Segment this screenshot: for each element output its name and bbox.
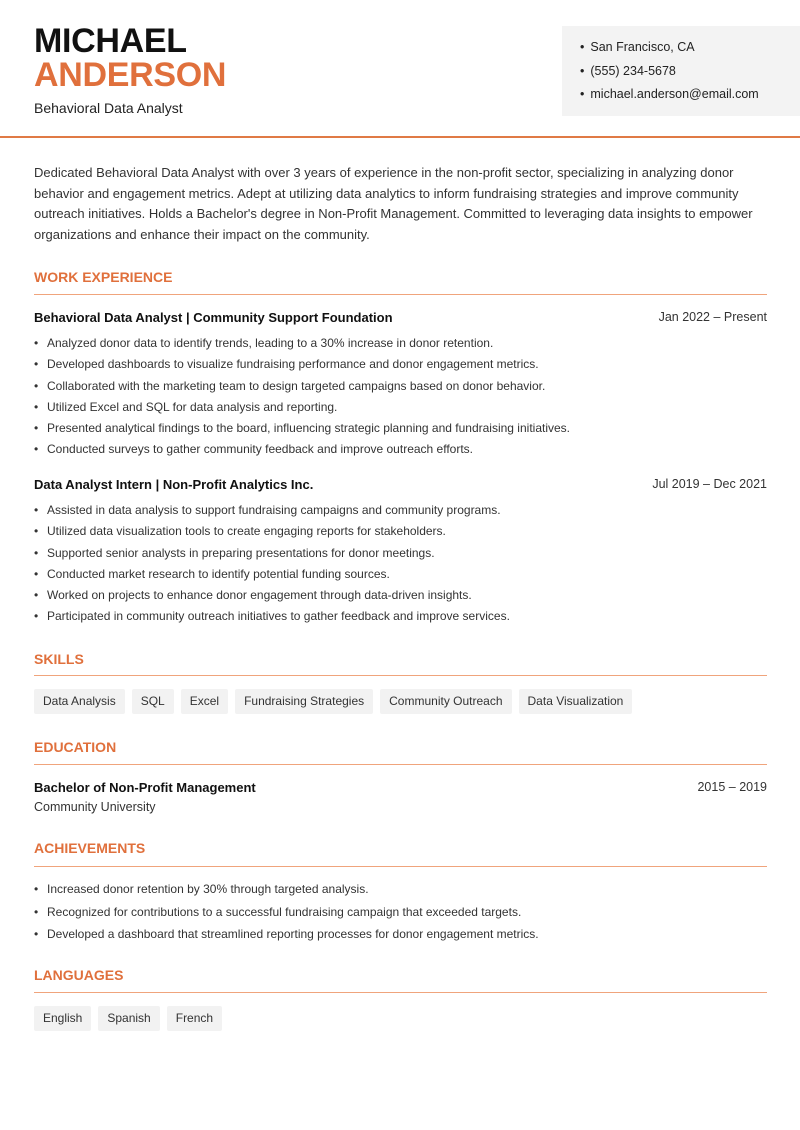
list-item: • Increased donor retention by 30% through targeted analysis. (34, 882, 539, 905)
job-bullets (34, 336, 570, 464)
skills-list (34, 689, 632, 714)
skill-chip: Data Visualization (519, 689, 633, 714)
skill-chip: Excel (181, 689, 228, 714)
list-item: • Conducted surveys to gather community feedback and improve outreach efforts. (34, 442, 570, 463)
section-title-achievements: ACHIEVEMENTS (34, 840, 146, 856)
last-name: ANDERSON (34, 56, 227, 94)
list-item: • Participated in community outreach initiatives to gather feedback and improve services. (34, 609, 510, 630)
list-item: • Supported senior analysts in preparing presentations for donor meetings. (34, 546, 510, 567)
profile-summary: Dedicated Behavioral Data Analyst with over 3 years of experience in the non-profit sector, specializing in analyzing donor behavior and engagement metrics. Adept at utilizing data analytics to inform fundraising strategies and improve community outreach initiatives. Holds a Bachelor's degree in Non-Profit Management. Committed to leveraging data insights to empower organizations and enhance their impact on the community. (34, 165, 753, 243)
contact-location: • San Francisco, CA (580, 40, 759, 64)
section-divider (34, 294, 767, 295)
skill-chip: Community Outreach (380, 689, 511, 714)
contact-box (562, 26, 800, 116)
list-item: • Utilized data visualization tools to create engaging reports for stakeholders. (34, 524, 510, 545)
section-title-languages: LANGUAGES (34, 967, 124, 983)
school-name: Community University (34, 800, 156, 814)
list-item: • Presented analytical findings to the board, influencing strategic planning and fundraising initiatives. (34, 421, 570, 442)
section-title-work: WORK EXPERIENCE (34, 269, 173, 285)
job-title: Behavioral Data Analyst | Community Support Foundation (34, 310, 393, 325)
job-date: Jan 2022 – Present (658, 310, 767, 324)
section-title-skills: SKILLS (34, 651, 84, 667)
section-title-education: EDUCATION (34, 739, 117, 755)
candidate-name (34, 24, 226, 92)
contact-phone: • (555) 234-5678 (580, 64, 759, 88)
language-chip: English (34, 1006, 91, 1031)
list-item: • Developed a dashboard that streamlined reporting processes for donor engagement metrics. (34, 927, 539, 950)
list-item: • Conducted market research to identify potential funding sources. (34, 567, 510, 588)
section-divider (34, 764, 767, 765)
list-item: • Analyzed donor data to identify trends, leading to a 30% increase in donor retention. (34, 336, 570, 357)
list-item: • Collaborated with the marketing team to design targeted campaigns based on donor behavior. (34, 379, 570, 400)
resume-header (0, 0, 800, 138)
languages-list (34, 1006, 222, 1031)
language-chip: Spanish (98, 1006, 159, 1031)
achievement-bullets (34, 882, 539, 950)
job-role: Behavioral Data Analyst (34, 100, 183, 116)
list-item: • Worked on projects to enhance donor engagement through data-driven insights. (34, 588, 510, 609)
contact-email: • michael.anderson@email.com (580, 87, 759, 111)
list-item: • Developed dashboards to visualize fundraising performance and donor engagement metrics. (34, 357, 570, 378)
job-date: Jul 2019 – Dec 2021 (652, 477, 767, 491)
section-divider (34, 675, 767, 676)
degree-title: Bachelor of Non-Profit Management (34, 780, 256, 795)
section-divider (34, 866, 767, 867)
job-bullets (34, 503, 510, 631)
section-divider (34, 992, 767, 993)
list-item: • Assisted in data analysis to support fundraising campaigns and community programs. (34, 503, 510, 524)
skill-chip: Data Analysis (34, 689, 125, 714)
education-date: 2015 – 2019 (697, 780, 767, 794)
list-item: • Utilized Excel and SQL for data analysis and reporting. (34, 400, 570, 421)
skill-chip: Fundraising Strategies (235, 689, 373, 714)
list-item: • Recognized for contributions to a successful fundraising campaign that exceeded targets. (34, 905, 539, 928)
skill-chip: SQL (132, 689, 174, 714)
job-title: Data Analyst Intern | Non-Profit Analytics Inc. (34, 477, 314, 492)
first-name: MICHAEL (34, 22, 187, 60)
language-chip: French (167, 1006, 222, 1031)
